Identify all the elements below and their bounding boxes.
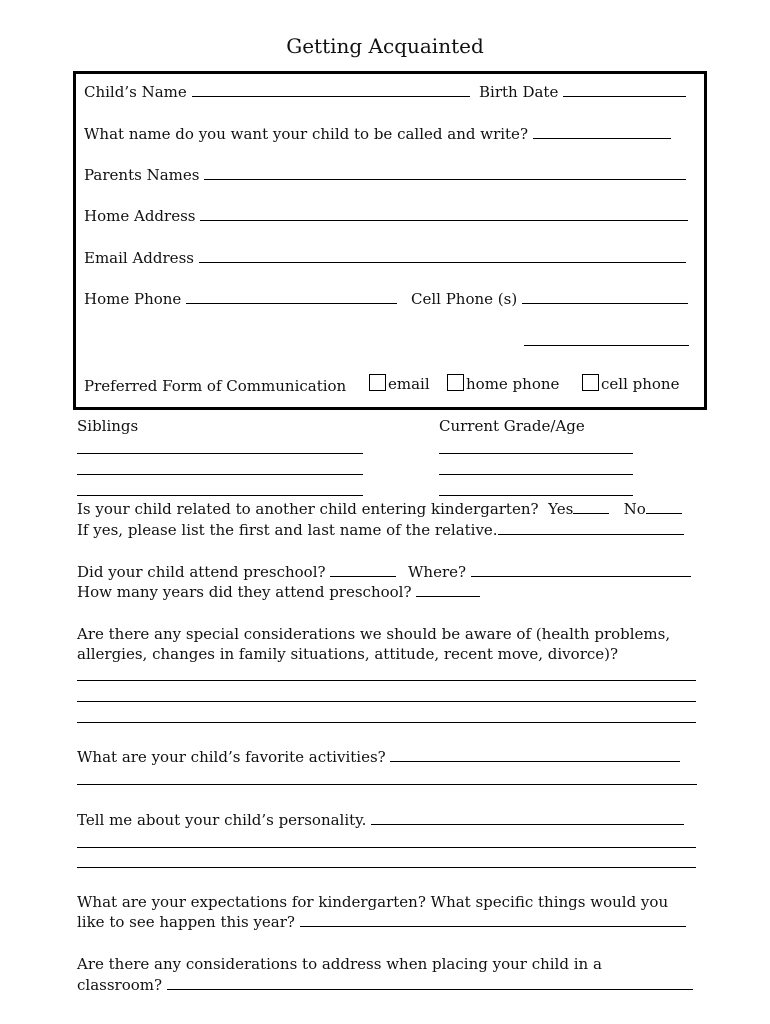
option-cell-phone[interactable] <box>582 374 679 394</box>
child-name-row <box>84 82 470 102</box>
parents-names-field[interactable] <box>204 166 686 180</box>
years-question: How many years did they attend preschool? <box>77 583 412 601</box>
child-name-label: Child’s Name <box>84 83 187 101</box>
placing-row <box>77 975 693 995</box>
no-field[interactable] <box>646 500 682 514</box>
expectations-field[interactable] <box>300 913 686 927</box>
sibling-field-2[interactable] <box>77 474 363 475</box>
home-phone-option-label: home phone <box>466 375 560 393</box>
personality-field-2[interactable] <box>77 847 696 848</box>
activities-row <box>77 747 680 767</box>
expectations-row <box>77 912 686 932</box>
page-title: Getting Acquainted <box>286 34 484 58</box>
option-email[interactable] <box>369 374 430 394</box>
special-field-3[interactable] <box>77 722 696 723</box>
home-phone-label: Home Phone <box>84 290 182 308</box>
placing-line-1: Are there any considerations to address when placing your child in a <box>77 955 602 973</box>
cell-phone-field[interactable] <box>522 290 688 304</box>
cell-phone-row <box>411 289 688 309</box>
years-row <box>77 582 480 602</box>
sibling-field-1[interactable] <box>77 453 363 454</box>
special-field-2[interactable] <box>77 701 696 702</box>
years-field[interactable] <box>416 583 480 597</box>
relative-field[interactable] <box>498 521 684 535</box>
child-name-field[interactable] <box>192 83 470 97</box>
birth-date-label: Birth Date <box>479 83 559 101</box>
no-label: No <box>623 500 646 518</box>
grade-field-3[interactable] <box>439 495 633 496</box>
cell-phone-checkbox[interactable] <box>582 374 599 391</box>
special-question-line-1: Are there any special considerations we should be aware of (health problems, <box>77 625 671 643</box>
cell-phone-second-field[interactable] <box>524 345 689 346</box>
preschool-question: Did your child attend preschool? <box>77 563 326 581</box>
sibling-field-3[interactable] <box>77 495 363 496</box>
personality-question: Tell me about your child’s personality. <box>77 811 367 829</box>
activities-question: What are your child’s favorite activities? <box>77 748 386 766</box>
preschool-row <box>77 562 396 582</box>
home-phone-field[interactable] <box>186 290 397 304</box>
yes-field[interactable] <box>573 500 609 514</box>
activities-field[interactable] <box>390 748 680 762</box>
email-address-label: Email Address <box>84 249 194 267</box>
where-row <box>408 562 691 582</box>
called-name-label: What name do you want your child to be called and write? <box>84 125 528 143</box>
where-label: Where? <box>408 563 467 581</box>
where-field[interactable] <box>471 563 691 577</box>
personality-row <box>77 810 684 830</box>
placing-field[interactable] <box>167 976 693 990</box>
contact-info-box <box>73 71 707 410</box>
preferred-form-row <box>84 376 346 396</box>
preschool-field[interactable] <box>330 563 396 577</box>
yes-label: Yes <box>548 500 574 518</box>
birth-date-row <box>479 82 686 102</box>
grade-field-1[interactable] <box>439 453 633 454</box>
home-phone-row <box>84 289 397 309</box>
birth-date-field[interactable] <box>563 83 686 97</box>
placing-line-2: classroom? <box>77 976 163 994</box>
personality-field[interactable] <box>371 811 684 825</box>
parents-names-row <box>84 165 686 185</box>
parents-names-label: Parents Names <box>84 166 200 184</box>
relative-row <box>77 520 684 540</box>
activities-field-2[interactable] <box>77 784 697 785</box>
special-question-line-2: allergies, changes in family situations, attitude, recent move, divorce)? <box>77 645 619 663</box>
related-question-row <box>77 499 682 519</box>
email-address-field[interactable] <box>199 249 686 263</box>
email-option-label: email <box>388 375 430 393</box>
called-name-field[interactable] <box>533 125 671 139</box>
preferred-form-label: Preferred Form of Communication <box>84 377 347 395</box>
special-field-1[interactable] <box>77 680 696 681</box>
related-question: Is your child related to another child entering kindergarten? <box>77 500 539 518</box>
home-address-field[interactable] <box>200 207 688 221</box>
expectations-line-1: What are your expectations for kindergarten? What specific things would you <box>77 893 669 911</box>
email-address-row <box>84 248 686 268</box>
option-home-phone[interactable] <box>447 374 559 394</box>
siblings-label: Siblings <box>77 417 139 435</box>
expectations-line-2: like to see happen this year? <box>77 913 295 931</box>
home-address-label: Home Address <box>84 207 196 225</box>
home-address-row <box>84 206 688 226</box>
email-checkbox[interactable] <box>369 374 386 391</box>
called-name-row <box>84 124 671 144</box>
grade-age-label: Current Grade/Age <box>439 417 585 435</box>
cell-phone-option-label: cell phone <box>601 375 680 393</box>
cell-phone-label: Cell Phone (s) <box>411 290 518 308</box>
relative-question: If yes, please list the first and last name of the relative. <box>77 521 498 539</box>
grade-field-2[interactable] <box>439 474 633 475</box>
personality-field-3[interactable] <box>77 867 696 868</box>
home-phone-checkbox[interactable] <box>447 374 464 391</box>
